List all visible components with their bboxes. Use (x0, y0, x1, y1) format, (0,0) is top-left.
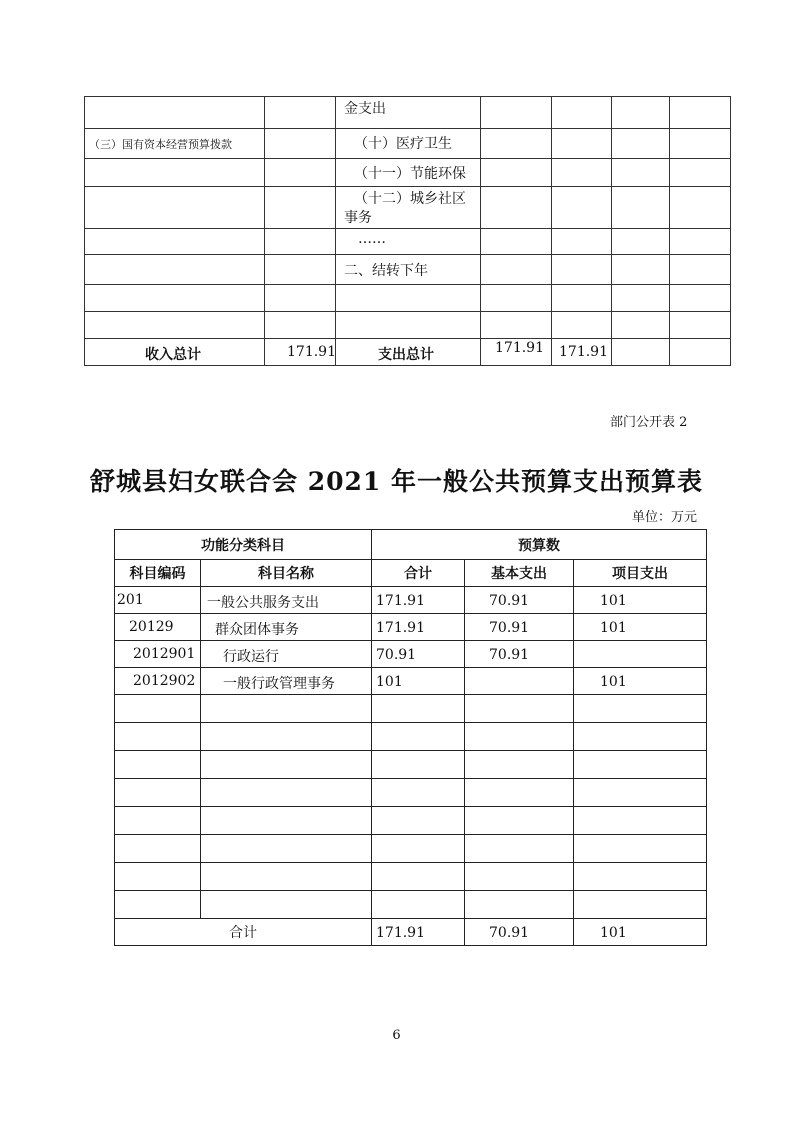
page-title: 舒城县妇女联合会 2021 年一般公共预算支出预算表 (90, 467, 703, 496)
header-total: 合计 (372, 560, 465, 587)
expense-total-value: 171.91 (495, 340, 544, 356)
table-row (115, 891, 707, 919)
table-row (85, 97, 731, 129)
subject-name: 一般行政管理事务 (223, 676, 335, 692)
income-expense-summary-table (84, 96, 731, 366)
subject-code: 2012902 (133, 673, 196, 689)
table-row (85, 129, 731, 159)
project-value: 101 (600, 674, 627, 690)
total-value: 70.91 (376, 647, 417, 663)
sum-basic: 70.91 (489, 925, 530, 941)
project-value: 101 (600, 620, 627, 636)
table-row (115, 695, 707, 723)
income-total-label: 收入总计 (145, 347, 201, 363)
table-row (85, 312, 731, 339)
row-label: （十二）城乡社区事务 (344, 191, 466, 226)
unit-label: 单位：万元 (632, 510, 698, 525)
header-budget-amount: 预算数 (372, 530, 707, 560)
subject-code: 20129 (129, 619, 174, 635)
table-row (85, 159, 731, 187)
table-row (85, 255, 731, 285)
subject-name: 一般公共服务支出 (207, 595, 319, 611)
subject-code: 201 (117, 592, 144, 608)
sum-label: 合计 (229, 925, 257, 941)
table-row (115, 807, 707, 835)
sum-row (115, 919, 707, 946)
basic-value: 70.91 (489, 593, 530, 609)
table-row (85, 187, 731, 229)
sum-project: 101 (600, 925, 627, 941)
budget-expenditure-table (114, 529, 707, 946)
row-label: …… (358, 231, 386, 247)
row-label: 金支出 (344, 101, 386, 117)
total-value: 101 (376, 674, 403, 690)
project-value: 101 (600, 593, 627, 609)
table-row (115, 614, 707, 641)
table-row (115, 863, 707, 891)
header-basic: 基本支出 (465, 560, 574, 587)
subject-name: 行政运行 (223, 649, 279, 665)
subject-code: 2012901 (133, 646, 196, 662)
total-value: 171.91 (376, 620, 425, 636)
table-label: 部门公开表 2 (610, 415, 688, 430)
header-project: 项目支出 (574, 560, 707, 587)
table-row (115, 751, 707, 779)
sum-total: 171.91 (376, 925, 425, 941)
row-label: （十一）节能环保 (354, 166, 466, 182)
row-label: （三）国有资本经营预算拨款 (89, 138, 232, 151)
table-row (115, 641, 707, 668)
table-row (85, 285, 731, 312)
table-row (115, 779, 707, 807)
table-row (115, 835, 707, 863)
expense-total-value-2: 171.91 (559, 344, 608, 360)
basic-value: 70.91 (489, 647, 530, 663)
row-label: （十）医疗卫生 (354, 136, 452, 152)
basic-value: 70.91 (489, 620, 530, 636)
subject-name: 群众团体事务 (215, 622, 299, 638)
total-row (85, 339, 731, 366)
total-value: 171.91 (376, 593, 425, 609)
header-code: 科目编码 (115, 560, 201, 587)
expense-total-label: 支出总计 (378, 347, 434, 363)
header-functional-category: 功能分类科目 (115, 530, 372, 560)
header-name: 科目名称 (201, 560, 372, 587)
page-number: 6 (392, 1028, 401, 1043)
row-label: 二、结转下年 (344, 263, 428, 279)
income-total-value: 171.91 (287, 344, 336, 360)
table-row (85, 229, 731, 255)
table-row (115, 668, 707, 695)
header-row (115, 560, 707, 587)
table-row (115, 587, 707, 614)
header-row (115, 530, 707, 560)
table-row (115, 723, 707, 751)
